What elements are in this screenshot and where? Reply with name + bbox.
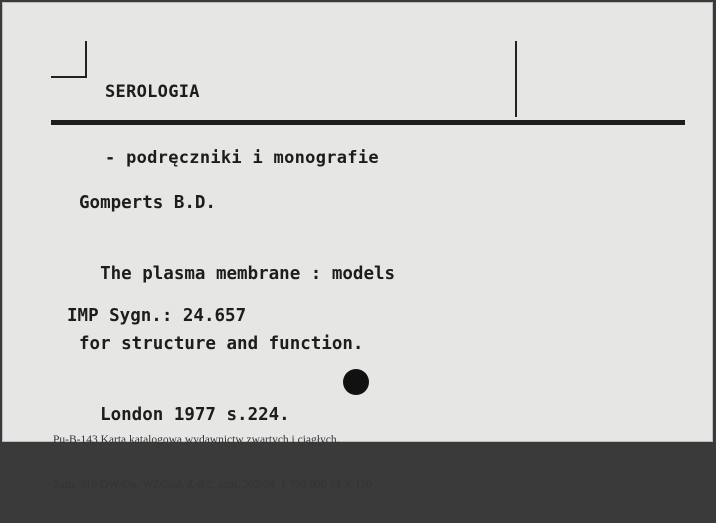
card-footer bbox=[53, 403, 372, 523]
entry-imprint: London 1977 s.224. bbox=[79, 404, 290, 425]
left-vertical-line bbox=[85, 41, 87, 77]
entry-title-line1: The plasma membrane : models bbox=[79, 263, 396, 284]
catalog-card bbox=[2, 2, 713, 491]
call-number: IMP Sygn.: 24.657 bbox=[67, 306, 247, 326]
footer-line1: Pu-B-143 Karta katalogowa wydawnictw zwartych i ciągłych. bbox=[53, 434, 340, 446]
heading-rule bbox=[51, 120, 685, 125]
entry-author: Gomperts B.D. bbox=[79, 193, 216, 213]
subject-heading-line1: SEROLOGIA bbox=[105, 82, 200, 102]
punch-hole bbox=[343, 369, 369, 395]
right-vertical-line bbox=[515, 41, 517, 117]
subject-heading-line2: - podręczniki i monografie bbox=[105, 148, 379, 168]
left-horizontal-line bbox=[51, 76, 87, 78]
footer-line2: Zam. 319/DW/On WZGraf. Z-d 2, zam. 202/78, 1 750 000 74 X 120 bbox=[53, 479, 373, 491]
entry-title-line2: for structure and function. bbox=[79, 334, 364, 354]
